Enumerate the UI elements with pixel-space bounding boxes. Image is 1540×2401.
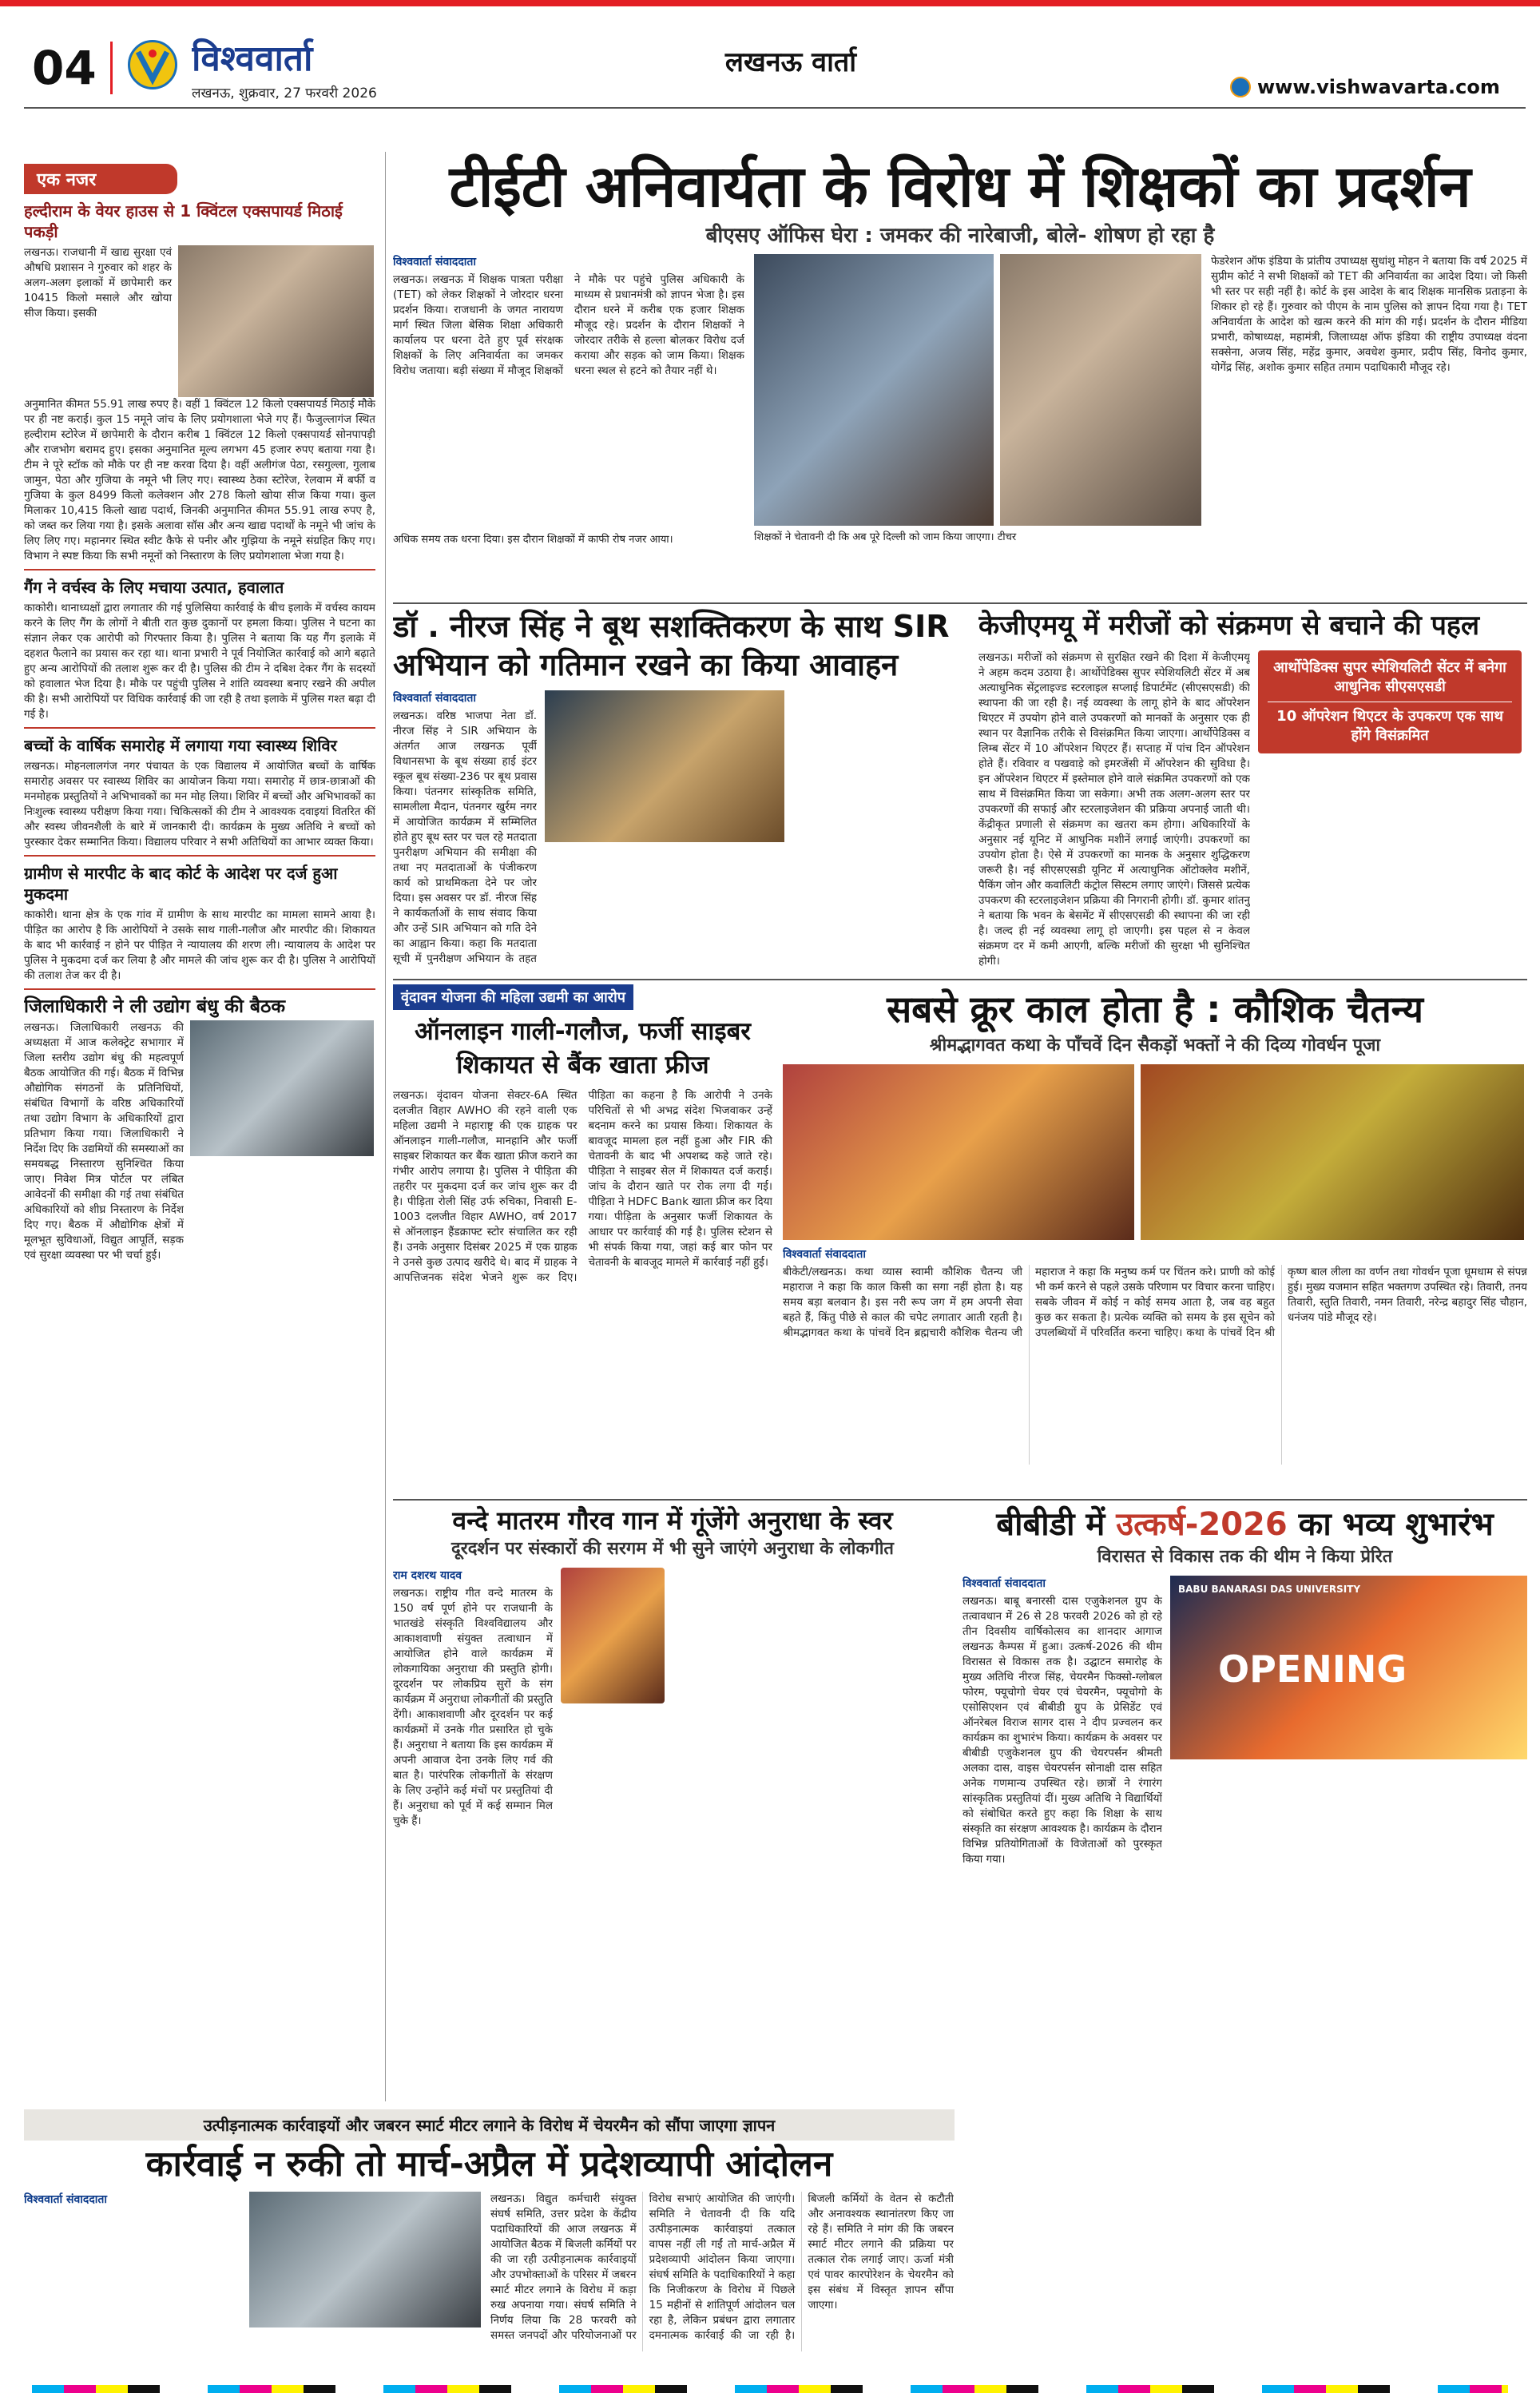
web-globe-icon	[1230, 77, 1251, 97]
bbd-photo-banner: OPENING	[1218, 1648, 1407, 1691]
sidebar-headline: गैंग ने वर्चस्व के लिए मचाया उत्पात, हवालात	[24, 578, 284, 597]
bbd-subheadline: विरासत से विकास तक की थीम ने किया प्रेरित	[1097, 1547, 1393, 1567]
paper-name: विश्ववार्ता	[192, 38, 313, 79]
katha-photo-stage	[783, 1064, 1134, 1240]
sidebar-item	[24, 201, 375, 564]
bbd-headline-highlight: उत्कर्ष-2026	[1116, 1506, 1288, 1543]
vrindavan-story	[393, 984, 772, 1496]
masthead-divider	[110, 42, 113, 94]
bbd-headline	[963, 1504, 1527, 1545]
katha-text: बीकेटी/लखनऊ। कथा व्यास स्वामी कौशिक चैतन्य जी महाराज ने कहा कि काल किसी का सगा नहीं होता है। यह समय बड़ा बलवान है। इस नरी रूप जग में हम अपनी सेवा बहते हैं, किंतु पीछे से काल की चपेट लगातार आती रहती है। श्रीमद्भागवत कथा के पांचवें दिन ब्रह्मचारी कौशिक चैतन्य जी महाराज ने कहा कि मनुष्य कर्म पर चिंतन करे। प्राणी को कोई भी कर्म करने से पहले उसके परिणाम पर विचार करना चाहिए। सबके जीवन में कोई न कोई समय आता है, जब वह बहुत कुछ कर सकता है। प्रत्येक व्यक्ति को समय के इस सूचेन को उपलब्धियों में परिवर्तित करना चाहिए। कथा के पांचवें दिन श्री कृष्ण बाल लीला का वर्णन तथा गोवर्धन पूजा धूमधाम से संपन्न हुई। मुख्य यजमान सहित भक्तगण उपस्थित रहे। तिवारी, तनय तिवारी, स्तुति तिवारी, नमन तिवारी, नरेन्द्र बहादुर सिंह चौहान, धनंजय पांडे मौजूद रहे।	[783, 1266, 1527, 1339]
vande-text: लखनऊ। राष्ट्रीय गीत वन्दे मातरम के 150 वर्ष पूर्ण होने पर राजधानी के भातखंडे संस्कृति विश्वविद्यालय और आकाशवाणी संयुक्त तत्वाधान में आयोजित होने वाले कार्यक्रम में लोकगायिका अनुराधा की प्रस्तुति होगी। दूरदर्शन पर लोकप्रिय सुरों के संग कार्यक्रम में अनुराधा लोकगीतों की प्रस्तुति देंगी। आकाशवाणी और दूरदर्शन पर कई कार्यक्रमों में उनके गीत प्रसारित हो चुके हैं। अनुराधा ने बताया कि इस कार्यक्रम में अपनी आवाज देना उनके लिए गर्व की बात है। पारंपरिक लोकगीतों के संरक्षण के लिए उन्होंने कई मंचों पर प्रस्तुतियां दी हैं। अनुराधा को पूर्व में कई सम्मान मिल चुके हैं।	[393, 1587, 553, 1827]
sidebar-headline: ग्रामीण से मारपीट के बाद कोर्ट के आदेश पर दर्ज हुआ मुकदमा	[24, 864, 338, 904]
vrindavan-text: लखनऊ। वृंदावन योजना सेक्टर-6A स्थित दलजीत विहार AWHO की रहने वाली एक महिला उद्यमी ने महाराष्ट्र की एक ग्राहक पर ऑनलाइन गाली-गलौज, मानहानि और फर्जी साइबर शिकायत कर बैंक खाता फ्रीज कराने का गंभीर आरोप लगाया है। पुलिस ने पीड़िता की तहरीर पर मुकदमा दर्ज कर जांच शुरू कर दी है। पीड़िता रोली सिंह उर्फ रुचिका, निवासी E-1003 दलजीत विहार AWHO, वर्ष 2017 से ऑनलाइन हैंडक्राफ्ट स्टोर संचालित कर रही हैं। उनके अनुसार दिसंबर 2025 में एक ग्राहक ने उनसे कुछ उत्पाद खरीदे थे। बाद में ग्राहक ने आपत्तिजनक संदेश भेजने शुरू कर दिए। पीड़िता का कहना है कि आरोपी ने उनके परिचितों से भी अभद्र संदेश भिजवाकर उन्हें बदनाम करने का प्रयास किया। शिकायत के बावजूद मामला हल नहीं हुआ और FIR की चेतावनी के बाद भी अपशब्द कहे जाते रहे। पीड़िता ने साइबर सेल में शिकायत दर्ज कराई। जांच के दौरान खाते पर रोक लगा दी गई। पीड़िता ने HDFC Bank खाता फ्रीज कर दिया गया। पीड़िता के अनुसार फर्जी शिकायत के आधार पर कार्रवाई की गई है। पुलिस स्टेशन से भी संपर्क किया गया, जहां कई बार फोन पर चेतावनी के बावजूद मामले में कार्रवाई नहीं हुई।	[393, 1089, 772, 1284]
vande-headline: वन्दे मातरम गौरव गान में गूंजेंगे अनुराधा के स्वर	[452, 1505, 893, 1536]
sidebar-text: अनुमानित कीमत 55.91 लाख रुपए है। वहीं 1 क्विंटल 12 किलो एक्सपायर्ड मिठाई मौके पर ही नष्ट कराई। कुल 15 नमूने जांच के लिए प्रयोगशाला भेजे गए हैं। फैजुल्लागंज स्थित हल्दीराम स्टोरेज में छापेमारी के दौरान करीब 1 क्विंटल 12 किलो एक्सपायर्ड सोनपापड़ी और राजभोग बरामद हुए। इसका अनुमानित मूल्य लगभग 45 हजार रुपए बताया गया है। टीम ने पूरे स्टॉक को मौके पर ही नष्ट करवा दिया है। वहीं अलीगंज पेठा, रसगुल्ला, गुलाब जामुन, पेठा और गुजिया के नमूने भी लिए गए। स्वास्थ्य ठेका स्टोरेज, रेलवाम में बर्फी व गुजिया के कुल 8499 किलो कलेक्शन और 278 किलो खोया सीज किया गया। कुल मिलाकर 10,415 किलो खाद्य पदार्थ, जिनकी अनुमानित कीमत 55.91 लाख रुपए है, को जब्त कर लिया गया है। इसके अलावा सॉस और अन्य खाद्य पदार्थों के नमूने भी जांच के लिए लिए गए। महानगर स्थित स्वीट कैफे से पनीर और गुझिया के नमूने संग्रहित किए गए। विभाग ने स्पष्ट किया कि सभी नमूनों को निस्तारण के लिए प्रयोगशाला भेजा गया है।	[24, 398, 375, 562]
bbd-byline: विश्ववार्ता संवाददाता	[963, 1577, 1046, 1590]
vande-subheadline: दूरदर्शन पर संस्कारों की सरगम में भी सुने जाएंगे अनुराधा के लोकगीत	[451, 1539, 894, 1559]
color-registration-bar	[32, 2385, 1508, 2393]
dateline: लखनऊ, शुक्रवार, 27 फरवरी 2026	[192, 85, 377, 101]
kgmu-callout	[1258, 650, 1522, 753]
kgmu-story	[978, 607, 1527, 991]
sir-byline: विश्ववार्ता संवाददाता	[393, 692, 477, 705]
kgmu-callout-item: 10 ऑपरेशन थिएटर के उपकरण एक साथ होंगे विसंक्रमित	[1276, 708, 1503, 744]
section-title: लखनऊ वार्ता	[724, 46, 857, 78]
bbd-headline-part2: का भव्य शुभारंभ	[1287, 1506, 1494, 1543]
bbd-photo-college: BABU BANARASI DAS UNIVERSITY	[1178, 1584, 1361, 1595]
meter-kicker: उत्पीड़नात्मक कार्रवाइयों और जबरन स्मार्ट मीटर लगाने के विरोध में चेयरमैन को सौंपा जाएगा ज्ञापन	[24, 2109, 955, 2141]
lead-story	[393, 152, 1527, 599]
bbd-story	[963, 1504, 1527, 2375]
sir-story	[393, 607, 968, 975]
meter-byline: विश्ववार्ता संवाददाता	[24, 2193, 108, 2206]
sidebar-headline: बच्चों के वार्षिक समारोह में लगाया गया स्वास्थ्य शिविर	[24, 736, 337, 755]
sidebar-photo	[178, 245, 374, 397]
bbd-photo	[1170, 1576, 1527, 1759]
sidebar-item	[24, 735, 375, 850]
lead-caption-right: शिक्षकों ने चेतावनी दी कि अब पूरे दिल्ली को जाम किया जाएगा। टीचर	[754, 531, 1017, 543]
masthead-red-bar	[0, 0, 1540, 6]
sidebar-lead: लखनऊ। राजधानी में खाद्य सुरक्षा एवं औषधि प्रशासन ने गुरुवार को शहर के अलग-अलग इलाकों में छापेमारी कर 10415 किलो मसाले और खोया सीज किया। इसकी	[24, 246, 172, 320]
katha-story	[783, 984, 1527, 1496]
lead-photo-crowd	[754, 254, 994, 526]
sidebar-headline: हल्दीराम के वेयर हाउस से 1 क्विंटल एक्सपायर्ड मिठाई पकड़ी	[24, 201, 343, 241]
sidebar-text: काकोरी। थानाध्यक्षों द्वारा लगातार की गई पुलिसिया कार्रवाई के बीच इलाके में वर्चस्व कायम करने के लिए गैंग के लोगों ने बीती रात कुछ दुकानों पर हमला किया। पुलिस ने घटना का संज्ञान लेकर एक आरोपी को गिरफ्तार किया है। पुलिस ने बताया कि यह गैंग इलाके में दहशत फैलाने का प्रयास कर रहा था। थाना प्रभारी ने पूर्व नियोजित कार्रवाई को आगे बढ़ाते हुए अन्य आरोपियों की तलाश शुरू कर दी है। पुलिस की टीम ने दबिश देकर गैंग के सदस्यों को हवालात भेज दिया है। मौके पर पहुंची पुलिस ने शांति व्यवस्था बनाए रखने की अपील की है। सभी आरोपियों पर विधिक कार्रवाई की जा रही है तथा इलाके में पुलिस गश्त बढ़ा दी गई है।	[24, 602, 375, 721]
sir-text: लखनऊ। वरिष्ठ भाजपा नेता डॉ. नीरज सिंह ने SIR अभियान के अंतर्गत आज लखनऊ पूर्वी विधानसभा के बूथ संख्या हाई इंटर स्कूल बूथ संख्या-236 पर बूथ प्रवास किया। पंतनगर सांस्कृतिक समिति, सामलीला मैदान, पंतनगर खुर्रम नगर में आयोजित कार्यक्रम में सम्मिलित होते हुए बूथ स्तर पर चल रहे मतदाता पुनरीक्षण अभियान की समीक्षा की तथा नए मतदाताओं के पंजीकरण कार्य को प्राथमिकता देने पर जोर दिया। इस अवसर पर डॉ. नीरज सिंह ने कार्यकर्ताओं के साथ संवाद किया और उन्हें SIR अभियान को गति देने का आह्वान किया। कहा कि मतदाता सूची में पुनरीक्षण अभियान के तहत	[393, 710, 537, 964]
lead-caption-left: अधिक समय तक धरना दिया। इस दौरान शिक्षकों में काफी रोष नजर आया।	[393, 534, 673, 546]
vande-byline: राम दशरथ यादव	[393, 1569, 462, 1582]
sidebar	[24, 164, 375, 2105]
bbd-headline-part1: बीबीडी में	[996, 1506, 1117, 1543]
vrindavan-headline: ऑनलाइन गाली-गलौज, फर्जी साइबर शिकायत से बैंक खाता फ्रीज	[415, 1017, 751, 1079]
katha-photo-devotees	[1141, 1064, 1524, 1240]
meter-headline: कार्रवाई न रुकी तो मार्च-अप्रैल में प्रदेशव्यापी आंदोलन	[145, 2144, 833, 2184]
katha-subheadline: श्रीमद्भागवत कथा के पाँचवें दिन सैकड़ों भक्तों ने की दिव्य गोवर्धन पूजा	[929, 1036, 1381, 1055]
website-link[interactable]: www.vishwavarta.com	[1257, 76, 1500, 98]
sidebar-photo	[190, 1020, 374, 1156]
vrindavan-kicker: वृंदावन योजना की महिला उद्यमी का आरोप	[393, 984, 633, 1010]
sidebar-text: लखनऊ। मोहनलालगंज नगर पंचायत के एक विद्यालय में आयोजित बच्चों के वार्षिक समारोह अवसर पर स्वास्थ्य शिविर का आयोजन किया गया। समारोह में छात्र-छात्राओं की मनमोहक प्रस्तुतियों ने अभिभावकों का मन मोह लिया। शिविर में बच्चों और अभिभावकों का निःशुल्क स्वास्थ्य परीक्षण किया गया। चिकित्सकों की टीम ने आवश्यक दवाइयां वितरित कीं और स्वस्थ जीवनशैली के बारे में जानकारी दी। कार्यक्रम के मुख्य अतिथि ने बच्चों को पुरस्कार देकर सम्मानित किया। विद्यालय परिवार ने सभी अतिथियों का आभार व्यक्त किया।	[24, 760, 375, 849]
meter-text: लखनऊ। विद्युत कर्मचारी संयुक्त संघर्ष समिति, उत्तर प्रदेश के केंद्रीय पदाधिकारियों की आज लखनऊ में आयोजित बैठक में बिजली कर्मियों पर की जा रही उत्पीड़नात्मक कार्रवाइयों और उपभोक्ताओं के परिसर में जबरन स्मार्ट मीटर लगाने के विरोध में कड़ा रुख अपनाया गया। संघर्ष समिति ने निर्णय लिया कि 28 फरवरी को समस्त जनपदों और परियोजनाओं पर विरोध सभाएं आयोजित की जाएंगी। समिति ने चेतावनी दी कि यदि उत्पीड़नात्मक कार्रवाइयां तत्काल वापस नहीं ली गईं तो मार्च-अप्रैल में प्रदेशव्यापी आंदोलन किया जाएगा। संघर्ष समिति के पदाधिकारियों ने कहा कि निजीकरण के विरोध में पिछले 15 महीनों से शांतिपूर्ण आंदोलन चल रहा है, लेकिन प्रबंधन द्वारा लगातार दमनात्मक कार्रवाई की जा रही है। बिजली कर्मियों के वेतन से कटौती और अनावश्यक स्थानांतरण किए जा रहे हैं। समिति ने मांग की कि जबरन स्मार्ट मीटर लगाने की प्रक्रिया पर तत्काल रोक लगाई जाए। ऊर्जा मंत्री एवं पावर कारपोरेशन के चेयरमैन को इस संबंध में विस्तृत ज्ञापन सौंपा जाएगा।	[490, 2192, 954, 2342]
lead-right-text: फेडरेशन ऑफ इंडिया के प्रांतीय उपाध्यक्ष सुधांशु मोहन ने बताया कि वर्ष 2025 में सुप्रीम कोर्ट ने सभी शिक्षकों को TET की अनिवार्यता का आदेश दिया। जो किसी भी स्तर पर सही नहीं है। कोर्ट के इस आदेश के बाद शिक्षक मानसिक प्रताड़ना के शिकार हो रहे हैं। गुरुवार को पीएम के नाम पुलिस को ज्ञापन दिया गया है। TET अनिवार्यता के आदेश को खत्म करने की मांग की गई। प्रदर्शन के दौरान मीडिया प्रभारी, कोषाध्यक्ष, महामंत्री, जिलाध्यक्ष ऑफ इंडिया की राष्ट्रीय उपाध्यक्ष वंदना सक्सेना, अजय सिंह, महेंद्र कुमार, अवधेश कुमार, प्रदीप सिंह, विनोद कुमार, योगेंद्र सिंह, अशोक कुमार सहित तमाम पदाधिकारी मौजूद रहे।	[1211, 255, 1527, 374]
sidebar-item	[24, 996, 375, 1420]
meter-photo	[249, 2192, 481, 2327]
sidebar-item	[24, 863, 375, 984]
masthead	[0, 0, 1540, 112]
sidebar-label: एक नजर	[24, 164, 177, 194]
katha-headline: सबसे क्रूर काल होता है : कौशिक चैतन्य	[887, 988, 1423, 1031]
sidebar-text: काकोरी। थाना क्षेत्र के एक गांव में ग्रामीण के साथ मारपीट का मामला सामने आया है। पीड़ित का आरोप है कि आरोपियों ने उसके साथ गाली-गलौज और मारपीट की। शिकायत के बाद भी कार्रवाई न होने पर पीड़ित ने न्यायालय की शरण ली। न्यायालय के आदेश पर पुलिस ने मुकदमा दर्ज कर लिया है और मामले की जांच शुरू कर दी है। पुलिस ने आरोपियों की तलाश तेज कर दी है।	[24, 908, 375, 982]
katha-byline: विश्ववार्ता संवाददाता	[783, 1248, 867, 1261]
kgmu-text: लखनऊ। मरीजों को संक्रमण से सुरक्षित रखने की दिशा में केजीएमयू ने अहम कदम उठाया है। आर्थोपेडिक्स सुपर स्पेशियलिटी सेंटर में अब अत्याधुनिक सेंट्रलाइज्ड स्टरलाइल सप्लाई डिपार्टमेंट (सीएसएसडी) की स्थापना की जा रही है। नई व्यवस्था के लागू होने के बाद ऑपरेशन थिएटर में उपयोग होने वाले उपकरणों को मानकों के अनुसार एक ही स्थान पर वैज्ञानिक तरीके से विसंक्रमित किया जाएगा। आर्थोपेडिक्स व लिम्ब सेंटर में 10 ऑपरेशन थिएटर हैं। सप्ताह में पांच दिन ऑपरेशन होते हैं। रविवार व पखवाड़े को इमरजेंसी में ऑपरेशन की सुविधा है। इन ऑपरेशन थिएटर में इस्तेमाल होने वाले संक्रमित उपकरणों को एक साथ में विसंक्रमित किया जा सकेगा। अभी तक अलग-अलग स्तर पर उपकरणों की सफाई और स्टरलाइजेशन की प्रक्रिया अपनाई जाती थी। केंद्रीकृत प्रणाली से संक्रमण का खतरा कम होगा। अधिकारियों के अनुसार नई यूनिट में आधुनिक मशीनें लगाई जाएंगी। उपकरणों का उपयोग होता है। ऐसे में उपकरणों का मानक के अनुसार शुद्धिकरण जरूरी है। नई सीएसएसडी यूनिट में अत्याधुनिक ऑटोक्लेव मशीनें, पैकिंग जोन और कवालिटी कंट्रोल सिस्टम लगाए जाएंगे। जिससे प्रत्येक उपकरण की स्टरलाइजेशन प्रक्रिया की निगरानी होगी। डॉ. कुमार शांतनु ने बताया कि भवन के बेसमेंट में सीएसएसडी की स्थापना की जा रही है। जल्द ही नई व्यवस्था लागू हो जाएगी। इस पहल से न केवल संक्रमण दर में कमी आएगी, बल्कि मरीजों की सुरक्षा भी सुनिश्चित होगी।	[978, 651, 1250, 968]
sir-photo	[545, 690, 784, 842]
vande-story	[393, 1504, 952, 1855]
meter-story	[24, 2109, 955, 2381]
lead-photo-memo	[1000, 254, 1201, 526]
kgmu-headline: केजीएमयू में मरीजों को संक्रमण से बचाने की पहल	[978, 610, 1480, 642]
kgmu-callout-item: आर्थोपेडिक्स सुपर स्पेशियलिटी सेंटर में बनेगा आधुनिक सीएसएसडी	[1273, 659, 1506, 695]
lead-byline: विश्ववार्ता संवाददाता	[393, 256, 477, 268]
sidebar-item	[24, 577, 375, 722]
lead-subheadline: बीएसए ऑफिस घेरा : जमकर की नारेबाजी, बोले- शोषण हो रहा है	[705, 224, 1215, 248]
page-number: 04	[32, 41, 97, 95]
lead-text: लखनऊ। लखनऊ में शिक्षक पात्रता परीक्षा (TET) को लेकर शिक्षकों ने जोरदार धरना प्रदर्शन किया। राजधानी के जगत नारायण मार्ग स्थित जिला बेसिक शिक्षा अधिकारी कार्यालय पर धरना देते हुए पूर्व संरक्षक शिक्षकों के लिए अनिवार्यता का जमकर विरोध जताया। बड़ी संख्या में मौजूद शिक्षकों ने मौके पर पहुंचे पुलिस अधिकारी के माध्यम से प्रधानमंत्री को ज्ञापन भेजा है। इस दौरान धरने में करीब एक हजार शिक्षक मौजूद रहे। प्रदर्शन के दौरान शिक्षकों ने जोरदार तरीके से हल्ला बोलकर विरोध दर्ज कराया और सड़क को जाम किया। शिक्षक धरना स्थल से हटने को तैयार नहीं थे।	[393, 273, 744, 377]
masthead-rule	[24, 107, 1526, 109]
sidebar-text: लखनऊ। जिलाधिकारी लखनऊ की अध्यक्षता में आज कलेक्ट्रेट सभागार में जिला स्तरीय उद्योग बंधु की महत्वपूर्ण बैठक आयोजित की गई। बैठक में विभिन्न औद्योगिक संगठनों के प्रतिनिधियों, संबंधित विभागों के वरिष्ठ अधिकारियों तथा उद्योग विभाग के अधिकारियों द्वारा प्रतिभाग किया गया। जिलाधिकारी ने निर्देश दिए कि उद्यमियों की समस्याओं का समयबद्ध निस्तारण सुनिश्चित किया जाए। निवेश मित्र पोर्टल पर लंबित आवेदनों की समीक्षा की गई तथा संबंधित अधिकारियों को शीघ्र निस्तारण के निर्देश दिए गए। बैठक में औद्योगिक क्षेत्रों में मूलभूत सुविधाओं, विद्युत आपूर्ति, सड़क एवं सुरक्षा व्यवस्था पर भी चर्चा हुई।	[24, 1021, 184, 1262]
bbd-text: लखनऊ। बाबू बनारसी दास एजुकेशनल ग्रुप के तत्वावधान में 26 से 28 फरवरी 2026 को हो रहे तीन दिवसीय वार्षिकोत्सव का शानदार आगाज लखनऊ कैम्पस में हुआ। उत्कर्ष-2026 की थीम विरासत से विकास तक है। उद्घाटन समारोह के मुख्य अतिथि नीरज सिंह, चेयरमैन फिक्सो-ग्लोबल फोरम, फ्यूचोगो चेयर एवं चेयरमैन, फ्यूचोगो के एसोसिएशन एवं बीबीडी ग्रुप के प्रेसिडेंट एवं ऑनरेबल विराज सागर दास ने दीप प्रज्वलन कर कार्यक्रम का शुभारंभ किया। कार्यक्रम के अवसर पर बीबीडी एजुकेशनल ग्रुप की चेयरपर्सन श्रीमती अलका दास, वाइस चेयरपर्सन सोनाक्षी दास सहित अनेक गणमान्य उपस्थित रहे। छात्रों ने रंगारंग सांस्कृतिक प्रस्तुतियां दीं। मुख्य अतिथि ने विद्यार्थियों को संबोधित करते हुए कहा कि शिक्षा के साथ संस्कृति का संरक्षण आवश्यक है। कार्यक्रम के दौरान विभिन्न प्रतियोगिताओं के विजेताओं को पुरस्कृत किया गया।	[963, 1595, 1162, 1866]
sidebar-headline: जिलाधिकारी ने ली उद्योग बंधु की बैठक	[24, 996, 286, 1017]
lead-headline: टीईटी अनिवार्यता के विरोध में शिक्षकों का प्रदर्शन	[449, 153, 1471, 220]
paper-logo-icon	[128, 40, 177, 89]
vande-portrait-photo	[561, 1568, 665, 1703]
sir-headline: डॉ . नीरज सिंह ने बूथ सशक्तिकरण के साथ SIR अभियान को गतिमान रखने का किया आवाहन	[393, 609, 950, 682]
